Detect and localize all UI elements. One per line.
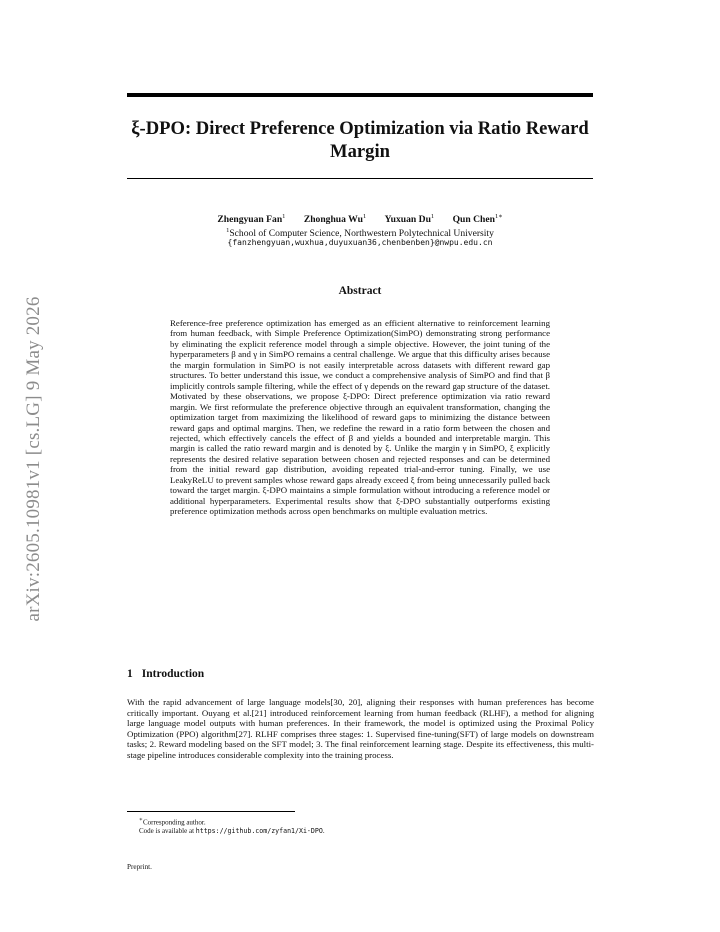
preprint-label: Preprint. bbox=[127, 863, 152, 871]
title-top-rule bbox=[127, 93, 593, 97]
footnotes bbox=[139, 816, 579, 835]
footnote-code bbox=[139, 827, 579, 835]
author-name: Zhonghua Wu bbox=[303, 214, 363, 226]
abstract-text: Reference-free preference optimization has emerged as an efficient alternative to reinforcement learning from human feedback, with Simple Preference Optimization(SimPO) demonstrating strong performance by eliminating the explicit reference model through a simple objective. However, the joint tuning of the hyperparameters β and γ in SimPO remains a central challenge. We argue that this difficulty arises because the margin formulation in SimPO is not easily interpretable across datasets with different reward gap structures. To better understand this issue, we conduct a comprehensive analysis of SimPO and find that β implicitly controls sample filtering, while the effect of γ depends on the reward gap structure of the dataset. Motivated by these observations, we propose ξ-DPO: Direct preference optimization via ratio reward margin. We first reformulate the preference objective through an equivalent transformation, changing the optimization target from maximizing the likelihood of reward gaps to minimizing the distance between reward gaps and optimal margins. Then, we redefine the reward in a ratio form between the chosen and rejected, which effectively cancels the effect of β and yields a bounded and interpretable margin. This margin is called the ratio reward margin and is denoted by ξ. Unlike the margin γ in SimPO, ξ explicitly represents the desired relative separation between chosen and rejected responses and can be determined from the initial reward gap distribution, avoiding repeated trial-and-error tuning. Finally, we use LeakyReLU to prevent samples whose reward gaps already exceed ξ from being unnecessarily pulled back toward the target margin. ξ-DPO maintains a simple formulation without introducing a reference model or additional hyperparameters. Experimental results show that ξ-DPO substantially outperforms existing preference optimization methods across open benchmarks on multiple evaluation metrics. bbox=[170, 318, 550, 517]
affiliation-mark: 1 bbox=[226, 227, 230, 234]
author-name: Zhengyuan Fan bbox=[217, 214, 283, 226]
footnote-mark: ∗ bbox=[139, 817, 143, 823]
author-name: Yuxuan Du bbox=[384, 214, 431, 226]
footnote-code-suffix: . bbox=[322, 826, 325, 835]
affiliation-text: School of Computer Science, Northwestern Polytechnical University bbox=[229, 228, 494, 240]
section-number: 1 bbox=[127, 668, 133, 680]
author-name: Qun Chen bbox=[452, 214, 495, 226]
footnote-rule bbox=[127, 811, 295, 812]
author-emails: {fanzhengyuan,wuxhua,duyuxuan36,chenbenben}@nwpu.edu.cn bbox=[227, 238, 493, 247]
author bbox=[453, 214, 503, 225]
abstract-heading: Abstract bbox=[338, 285, 382, 297]
author bbox=[385, 214, 435, 225]
footnote-corresponding bbox=[139, 816, 579, 827]
author-mark: 1∗ bbox=[494, 213, 503, 220]
section-title: Introduction bbox=[141, 668, 205, 680]
paper-title: ξ-DPO: Direct Preference Optimization via Ratio Reward Margin bbox=[131, 118, 589, 162]
footnote-corresponding-text: Corresponding author. bbox=[142, 818, 206, 827]
title-bottom-rule bbox=[127, 178, 593, 179]
author-mark: 1 bbox=[430, 213, 435, 220]
author-mark: 1 bbox=[362, 213, 367, 220]
arxiv-identifier: arXiv:2605.10981v1 [cs.LG] 9 May 2026 bbox=[23, 296, 44, 622]
section-heading bbox=[127, 668, 204, 680]
footnote-code-prefix: Code is available at bbox=[139, 826, 196, 835]
author bbox=[217, 214, 285, 225]
author bbox=[304, 214, 366, 225]
code-link[interactable]: https://github.com/zyfan1/Xi-DPO bbox=[195, 826, 323, 835]
author-list bbox=[127, 211, 593, 226]
introduction-text: With the rapid advancement of large language models[30, 20], aligning their responses with human preferences has become critically important. Ouyang et al.[21] introduced reinforcement learning from human feedback (RLHF), a method for aligning large language model outputs with human preferences. In their framework, the model is optimized using the Proximal Policy Optimization (PPO) algorithm[27]. RLHF comprises three stages: 1. Supervised fine-tuning(SFT) of large models on downstream tasks; 2. Reward modeling based on the SFT model; 3. The final reinforcement learning stage. Despite its effectiveness, this multi-stage pipeline introduces considerable complexity into the training process. bbox=[127, 697, 594, 760]
author-mark: 1 bbox=[282, 213, 286, 220]
